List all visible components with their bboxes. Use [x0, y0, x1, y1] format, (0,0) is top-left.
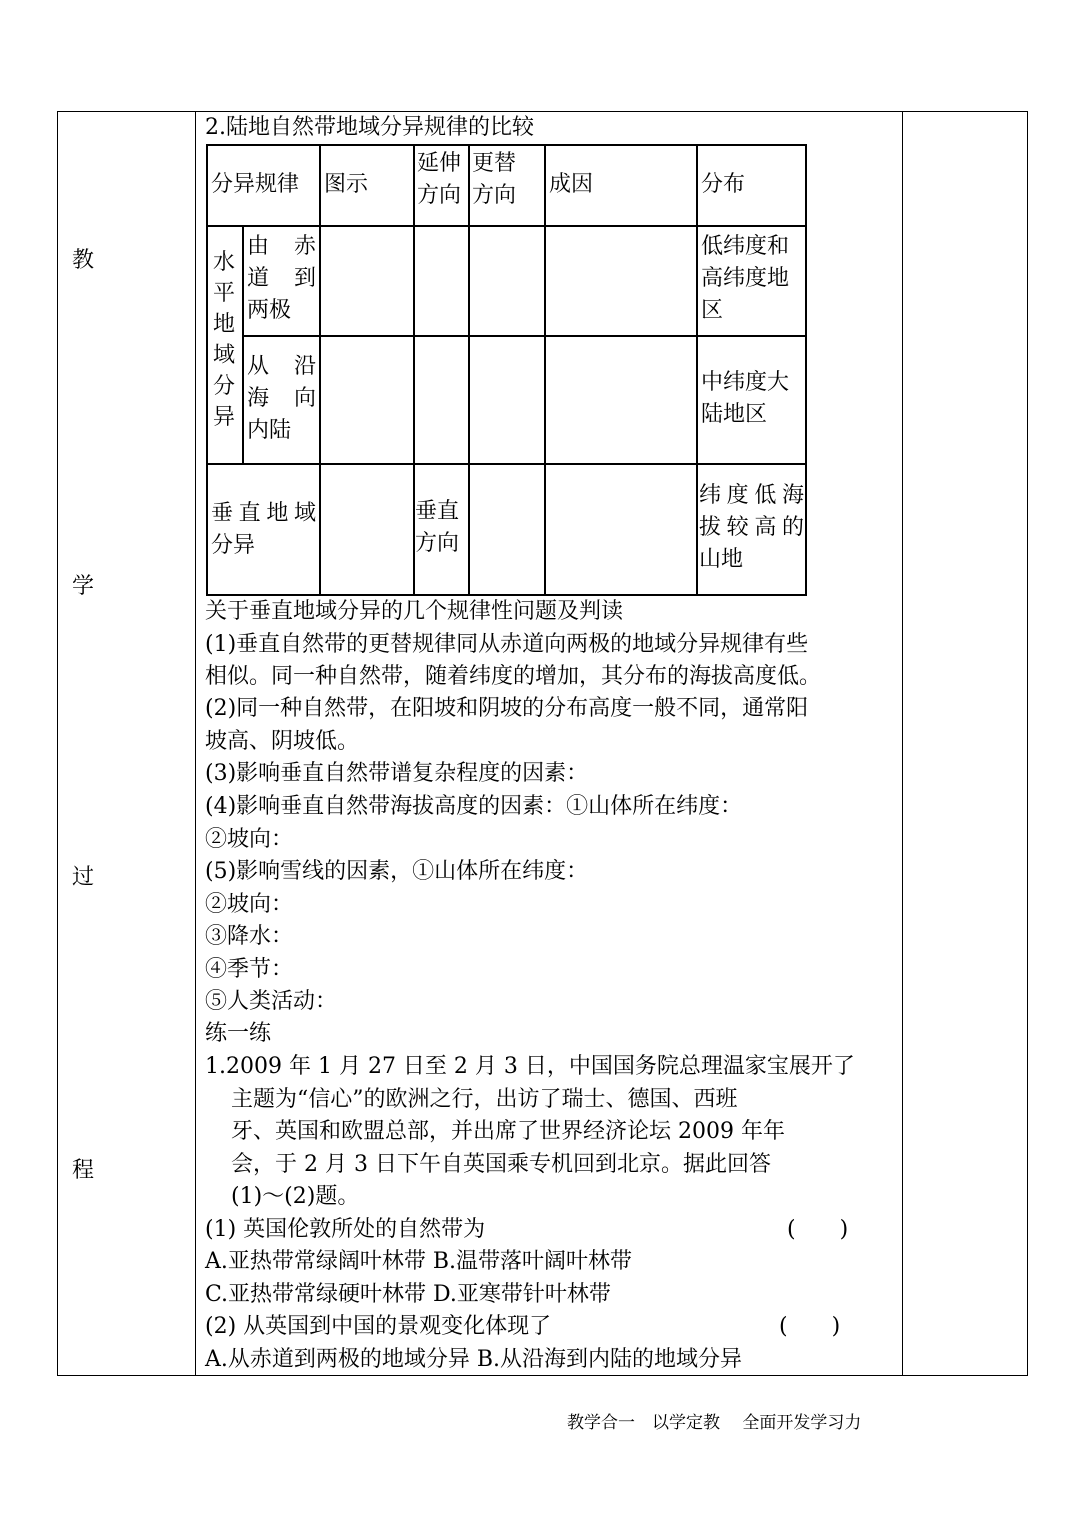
row1-dist-line: 高纬度地 [701, 266, 790, 291]
page-footer: 教学合一 以学定教 全面开发学习力 [567, 1413, 862, 1433]
row2-sub-line: 内陆 [247, 418, 292, 443]
header-extend [413, 144, 470, 227]
row2-dist-line: 中纬度大 [701, 370, 790, 395]
horizontal-label-char: 地 [212, 312, 235, 337]
text-line: 关于垂直地域分异的几个规律性问题及判读 [205, 599, 624, 624]
row1-distribution [696, 225, 807, 337]
vertical-distribution [696, 463, 807, 596]
header-distribution: 分布 [696, 144, 807, 227]
header-change [468, 144, 546, 227]
row2-dist-line: 陆地区 [701, 402, 768, 427]
vertical-change-line: 方向 [415, 531, 460, 556]
row2-extend [413, 335, 470, 465]
row1-sub-line: 由 赤 [247, 234, 316, 259]
text-line: 练一练 [205, 1021, 272, 1046]
row2-diagram [319, 335, 415, 465]
vertical-dist-line: 拔较高的 [699, 515, 804, 540]
text-line: ②坡向： [205, 892, 294, 917]
side-label: 学 [71, 574, 94, 599]
row1-sub-line: 道 到 [247, 266, 316, 291]
row1-extend [413, 225, 470, 337]
side-label: 过 [71, 865, 94, 890]
vertical-diagram [319, 463, 415, 596]
text-line: ④季节： [205, 957, 294, 982]
vertical-dist-line: 纬度低海 [699, 483, 804, 508]
vertical-label-line: 分异 [211, 533, 256, 558]
row2-distribution [696, 335, 807, 465]
text-line: ⑤人类活动： [205, 989, 338, 1014]
header-change-line: 更替 [472, 151, 517, 176]
row1-cause [544, 225, 698, 337]
text-line: 相似。同一种自然带，随着纬度的增加，其分布的海拔高度低。 [205, 664, 822, 689]
row1-dist-line: 区 [701, 298, 724, 323]
side-label: 教 [71, 248, 94, 273]
column-divider [902, 112, 903, 1375]
question-stem: 1.2009 年 1 月 27 日至 2 月 3 日，中国国务院总理温家宝展开了 [205, 1054, 855, 1079]
row2-sub-line: 从 沿 [247, 354, 316, 379]
column-divider [195, 112, 196, 1375]
vertical-change [468, 463, 546, 596]
vertical-label [206, 463, 321, 596]
question-stem: (1)～(2)题。 [231, 1184, 360, 1209]
text-line: (2)同一种自然带，在阳坡和阴坡的分布高度一般不同，通常阳 [205, 696, 809, 721]
answer-bracket: ( ) [787, 1217, 849, 1242]
header-diagram: 图示 [319, 144, 415, 227]
text-line: (4)影响垂直自然带海拔高度的因素：①山体所在纬度： [205, 794, 743, 819]
horizontal-label-char: 域 [212, 343, 235, 368]
row2-cause [544, 335, 698, 465]
row2-sub-line: 海 向 [247, 386, 316, 411]
row1-change [468, 225, 546, 337]
header-extend-line: 方向 [417, 183, 462, 208]
text-line: (5)影响雪线的因素，①山体所在纬度： [205, 859, 589, 884]
subquestion-2: (2) 从英国到中国的景观变化体现了 [205, 1314, 552, 1339]
row1-dist-line: 低纬度和 [701, 234, 790, 259]
vertical-label-line: 垂直地域 [211, 501, 316, 526]
row2-change [468, 335, 546, 465]
option-line: C.亚热带常绿硬叶林带 D.亚寒带针叶林带 [205, 1282, 611, 1307]
horizontal-label-cell [206, 225, 244, 465]
row1-diagram [319, 225, 415, 337]
header-extend-line: 延伸 [417, 151, 462, 176]
vertical-change-line: 垂直 [415, 499, 460, 524]
text-line: (1)垂直自然带的更替规律同从赤道向两极的地域分异规律有些 [205, 632, 809, 657]
option-line: A.从赤道到两极的地域分异 B.从沿海到内陆的地域分异 [205, 1347, 743, 1372]
horizontal-label-char: 平 [212, 281, 235, 306]
answer-bracket: ( ) [779, 1314, 841, 1339]
horizontal-label-char: 水 [212, 250, 235, 275]
question-stem: 牙、英国和欧盟总部，并出席了世界经济论坛 2009 年年 [231, 1119, 785, 1144]
section-title: 2.陆地自然带地域分异规律的比较 [205, 115, 534, 140]
horizontal-label-char: 分 [212, 374, 235, 399]
header-rule: 分异规律 [206, 144, 321, 227]
row1-sub-line: 两极 [247, 298, 292, 323]
horizontal-label-char: 异 [212, 405, 235, 430]
text-line: ②坡向： [205, 827, 294, 852]
row1-sub-label [242, 225, 321, 337]
row2-sub-label [242, 335, 321, 465]
question-stem: 会，于 2 月 3 日下午自英国乘专机回到北京。据此回答 [231, 1152, 771, 1177]
text-line: (3)影响垂直自然带谱复杂程度的因素： [205, 761, 589, 786]
question-stem: 主题为“信心”的欧洲之行，出访了瑞士、德国、西班 [231, 1087, 738, 1112]
vertical-change-text [413, 463, 470, 596]
header-change-line: 方向 [472, 183, 517, 208]
header-cause: 成因 [544, 144, 698, 227]
side-label: 程 [71, 1158, 94, 1183]
vertical-cause [544, 463, 698, 596]
option-line: A.亚热带常绿阔叶林带 B.温带落叶阔叶林带 [205, 1249, 633, 1274]
text-line: ③降水： [205, 924, 294, 949]
vertical-dist-line: 山地 [699, 547, 744, 572]
text-line: 坡高、阴坡低。 [205, 729, 360, 754]
subquestion-1: (1) 英国伦敦所处的自然带为 [205, 1217, 486, 1242]
